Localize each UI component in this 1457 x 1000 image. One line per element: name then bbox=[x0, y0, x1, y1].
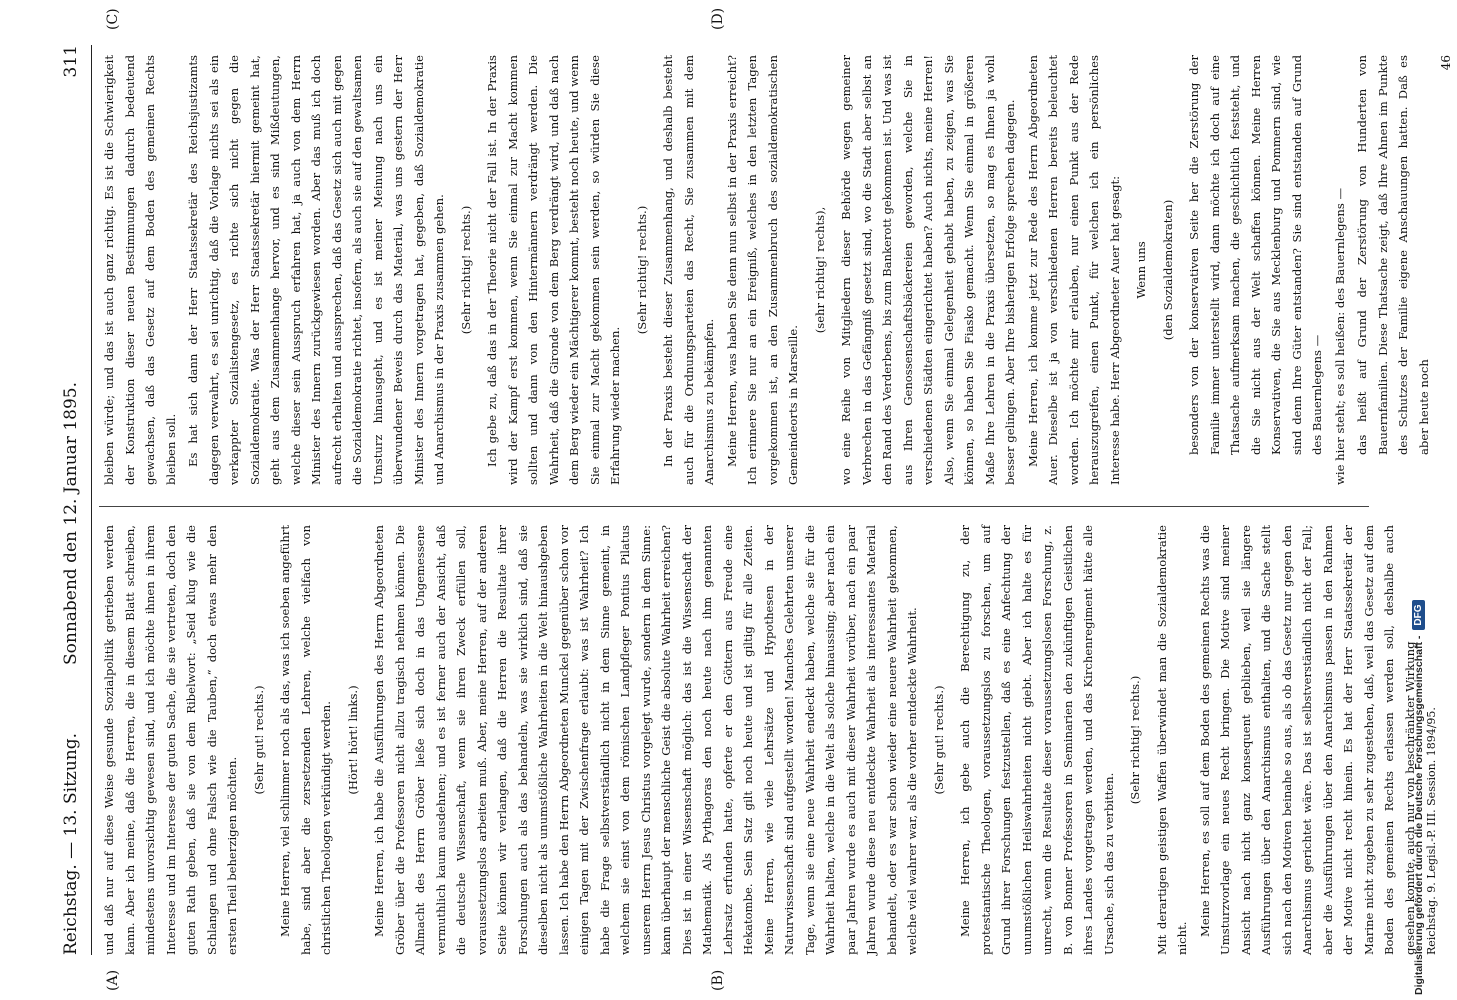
page-number: 311 bbox=[61, 45, 81, 78]
paragraph: Meine Herren, viel schlimmer noch als das, was ich soeben angeführt habe, sind aber die zersetzenden Lehren, welche vielfach von christlichen Theologen verkündigt werden. bbox=[278, 525, 333, 955]
paragraph: Meine Herren, was haben Sie denn nun selbst in der Praxis erreicht? Ich erinnere Sie nur an ein Ereigniß, welches in den letzten Tagen vorgekommen ist, an den Zusammenbruch des sozialdemokratischen Gemeindeorts in Marseille. bbox=[724, 55, 800, 485]
interjection: (Sehr richtig! rechts.) bbox=[458, 205, 473, 335]
interjection: (sehr richtig! rechts), bbox=[812, 206, 827, 334]
margin-mark-d: (D) bbox=[710, 7, 726, 30]
quotation: das heißt auf Grund der Zerstörung von Hunderten von Bauernfamilien. Diese Thatsache zeigt, daß Ihre Ahnen im Punkte des Schutzes der Familie eigene Anschauungen hatten. Daß es aber heute noch bbox=[1355, 55, 1431, 455]
paragraph: Meine Herren, es soll auf dem Boden des gemeinen Rechts was die Umsturzvorlage ein neues Recht bringen. Die Motive sind meiner Ansicht nach nicht ganz konsequent geblieben, weil sie längere Ausführungen über den Anarchismus enthalten, und die Sache stellt sich nach den Motiven beinahe so aus, als ob das Gesetz nur gegen den Anarchismus gerichtet wäre. Das ist selbstverständlich nicht der Fall; aber die Ausführungen über den Anarchismus passen in den Rahmen der Motive nicht recht hinein. Es hat der Herr Staatssekretär der Marine nicht zugeben zu sehr zugestehen, daß, weil das Gesetz auf dem Boden des gemeinen Rechts erlassen werden soll, deshalbe auch gesehen konnte, auch nur von beschränkter Wirkung bbox=[1197, 525, 1417, 955]
margin-mark-b: (B) bbox=[710, 969, 726, 991]
quotation: besonders von der konservativen Seite her die Zerstörung der Familie immer unterstellt wird, dann möchte ich doch auf eine Thatsache aufmerksam machen, die geschichtlich feststeht, und die Sie nicht aus der Welt schaffen können. Meine Herren Konservativen, die Sie aus Mecklenburg und Pommern sind, wie sind denn Ihre Güter entstanden? Sie sind entstanden auf Grund des Bauernlegens — bbox=[1187, 55, 1324, 455]
column-divider bbox=[99, 506, 1369, 507]
paragraph: Meine Herren, ich komme jetzt zur Rede des Herrn Abgeordneten Auer. Dieselbe ist ja von verschiedenen Herren bereits beleuchtet worden. Ich möchte mir erlauben, nur einen Punkt aus der Rede herauszugreifen, einen Punkt, für welchen ich ein persönliches Interesse habe. Herr Abgeordneter Auer hat gesagt: bbox=[1025, 55, 1122, 485]
text-column-right bbox=[99, 55, 1453, 485]
paragraph: bleiben würde; und das ist auch ganz richtig. Es ist die Schwierigkeit der Konstruktion dieser neuen Bestimmungen dadurch bedeutend gewachsen, daß das Gesetz auf dem Boden des gemeinen Rechts bleiben soll. bbox=[102, 55, 178, 485]
paragraph: Ich gebe zu, daß das in der Theorie nicht der Fall ist. In der Praxis wird der Kampf erst kommen, wenn Sie einmal zur Macht kommen sollten und dann von den Hintermännern verdrängt werden. Die Wahrheit, daß die Gironde von dem Berg verdrängt wird, und daß nach dem Berg wieder ein Mächtigerer kommt, besteht noch heute, und wenn Sie einmal zur Macht gekommen sein werden, so würden Sie diese Erfahrung wieder machen. bbox=[485, 55, 622, 485]
header-date: Sonnabend den 12. Januar 1895. bbox=[61, 381, 81, 665]
interjection: (den Sozialdemokraten) bbox=[1160, 199, 1175, 341]
credit-text: Digitalisierung gefördert durch die Deutsche Forschungsgemeinschaft - bbox=[1412, 635, 1425, 995]
interjection: (Sehr richtig! rechts.) bbox=[634, 205, 649, 335]
paragraph: In der Praxis besteht dieser Zusammenhang, und deshalb besteht auch für die Ordnungsparteien das Recht, Sie zusammen mit dem Anarchismus zu bekämpfen. bbox=[661, 55, 716, 485]
paragraph: Meine Herren, ich habe die Ausführungen des Herrn Abgeordneten Gröber über die Professoren nicht allzu tragisch nehmen können. Die Allmacht des Herrn Gröber ließe sich doch in das Ungemessene vermuthlich kaum ausdehnen; und es ist ferner auch der Ansicht, daß die deutsche Wissenschaft, wenn sie ihren Zweck erfüllen soll, voraussetzungslos arbeiten muß. Aber, meine Herren, auf der anderen Seite können wir verlangen, daß die Herren die Resultate ihrer Forschungen auch als das behandeln, was sie wirklich sind, daß sie dieselben nicht als unumstößliche Wahrheiten in die Welt hinaushgeben lassen. Ich habe den Herrn Abgeordneten Munckel gegenüber schon vor einigen Tagen mit der Zwischenfrage erlaubt: was ist Wahrheit? Ich habe die Frage selbstverständlich nicht in dem Sinne gemeint, in welchem sie einst von dem römischen Landpfleger Pontius Pilatus unserem Herrn Jesus Christus vorgelegt wurde, sondern in dem Sinne: kann überhaupt der menschliche Geist die absolute Wahrheit erreichen? Dies ist in einer Wissenschaft möglich: das ist die Wissenschaft der Mathematik. Als Pythagoras den noch heute nach ihm genannten Lehrsatz erfunden hatte, opferte er den Göttern aus Freude eine Hekatombe. Sein Satz gilt noch heute und ist giltig für alle Zeiten. Meine Herren, wie viele Lehrsätze und Hypothesen in der Naturwissenschaft sind aufgestellt worden! Manches Gelehrten unserer Tage, wenn sie eine neue Wahrheit endeckt haben, welche sie für die Wahrheit halten, welche in die Welt als solche hinaussing; aber nach ein paar Jahren wurde es auch mit dieser Wahrheit vorüber, nach ein paar Jahren wurde diese neu entdeckte Wahrheit als interessantes Material behandelt, oder es war schon wieder eine neuere Wahrheit gekommen, welche viel wahrer war, als die vorher entdeckte Wahrheit. bbox=[372, 525, 919, 955]
header-left: Reichstag. — 13. Sitzung. bbox=[61, 732, 81, 955]
paragraph: Es hat sich dann der Herr Staatssekretär des Reichsjustizamts dagegen verwahrt, es sei unrichtig, daß die Vorlage nichts sei als ein verkappter Sozialistengesetz, es richte sich nicht gegen die Sozialdemokratie. Was der Herr Staatssekretär hiermit gemeint hat, geht aus dem Zusammenhange hervor, und es sind Mißdeutungen, welche dieser sein Ausspruch erfahren hat, ja auch von dem Herrn Minister des Innern zurückgewiesen worden. Aber das muß ich doch aufrecht erhalten und aussprechen, daß das Gesetz sich auch mit gegen die Sozialdemokratie richtet, insofern, als auch sie auf den gewaltsamen Umsturz hinausgeht, und es ist meiner Meinung nach uns ein überwundener Beweis durch das Material, was uns gestern der Herr Minister des Innern vorgetragen hat, gegeben, daß Sozialdemokratie und Anarchismus in der Praxis zusammen gehen. bbox=[186, 55, 446, 485]
quote-line: Wenn uns bbox=[1134, 241, 1148, 299]
interjection: (Sehr richtig! rechts.) bbox=[1128, 675, 1142, 805]
paragraph: Mit derartigen geistigen Waffen überwindet man die Sozialdemokratie nicht. bbox=[1154, 525, 1189, 955]
interjection: (Sehr gut! rechts.) bbox=[251, 685, 266, 795]
running-header bbox=[55, 35, 89, 965]
header-rule bbox=[91, 45, 92, 955]
margin-mark-a: (A) bbox=[105, 969, 121, 991]
paragraph: Meine Herren, ich gebe auch die Berechtigung zu, der protestantische Theologen, voraussetzungslos zu forschen, um auf Grund ihrer Forschungen festzustellen, daß es eine Anfechtung der unumstößlichen Heilswahrheiten nicht giebt. Aber ich halte es für unrecht, wenn die Resultate dieser voraussetzungslosen Forschung, z. B. von Bonner Professoren in Seminarien den zukünftigen Geistlichen ihres Landes vorgetragen werden, und das Kirchenregiment hätte alle Ursache, sich das zu verbitten. bbox=[958, 525, 1116, 955]
paragraph: und daß nur auf diese Weise gesunde Sozialpolitik getrieben werden kann. Aber ich meine, daß die Herren, die in diesem Blatt schreiben, mindestens unvorsichtig gewesen sind, und ich möchte ihnen in ihrem Interesse und im Interesse der guten Sache, die sie vertreten, doch den guten Rath geben, daß sie von dem Ribelwort: „Seid klug wie die Schlangen und ohne Falsch wie die Tauben,“ doch etwas mehr den ersten Theil beherzigen möchten. bbox=[102, 525, 239, 955]
digitization-credit bbox=[1412, 601, 1425, 996]
paragraph: wie hier steht; es soll heißen: des Bauernlegens — bbox=[1332, 187, 1347, 485]
margin-mark-c: (C) bbox=[105, 8, 121, 30]
dfg-logo: DFG bbox=[1412, 601, 1425, 630]
paragraph: wo eine Reihe von Mitgliedern dieser Behörde wegen gemeiner Verbrechen in das Gefängniß gesetzt sind, wo die Stadt aber selbst an den Rand des Verderbens, bis zum Bankerott gekommen ist. Und was ist aus Ihren Genossenschaftsbäckereien geworden, welche Sie in verschiedenen Städten eingerichtet haben? Auch nichts, meine Herren! Also, wenn Sie einmal Gelegenheit gehabt haben, zu zeigen, was Sie können, so haben Sie Fiasko gemacht. Wenn Sie einmal in größeren Maße Ihre Lehren in die Praxis übersetzen, so mag es Ihnen ja wohl besser gelingen. Aber Ihre bisherigen Erfolge sprechen dagegen. bbox=[839, 55, 1017, 485]
sheet-number: 46 bbox=[1439, 55, 1453, 71]
interjection: (Hört! hört! links.) bbox=[345, 685, 360, 795]
footer-note: Reichstag. 9. Legisl.-P. III. Session. 1894/95. bbox=[1425, 707, 1438, 955]
interjection: (Sehr gut! rechts.) bbox=[931, 685, 946, 795]
